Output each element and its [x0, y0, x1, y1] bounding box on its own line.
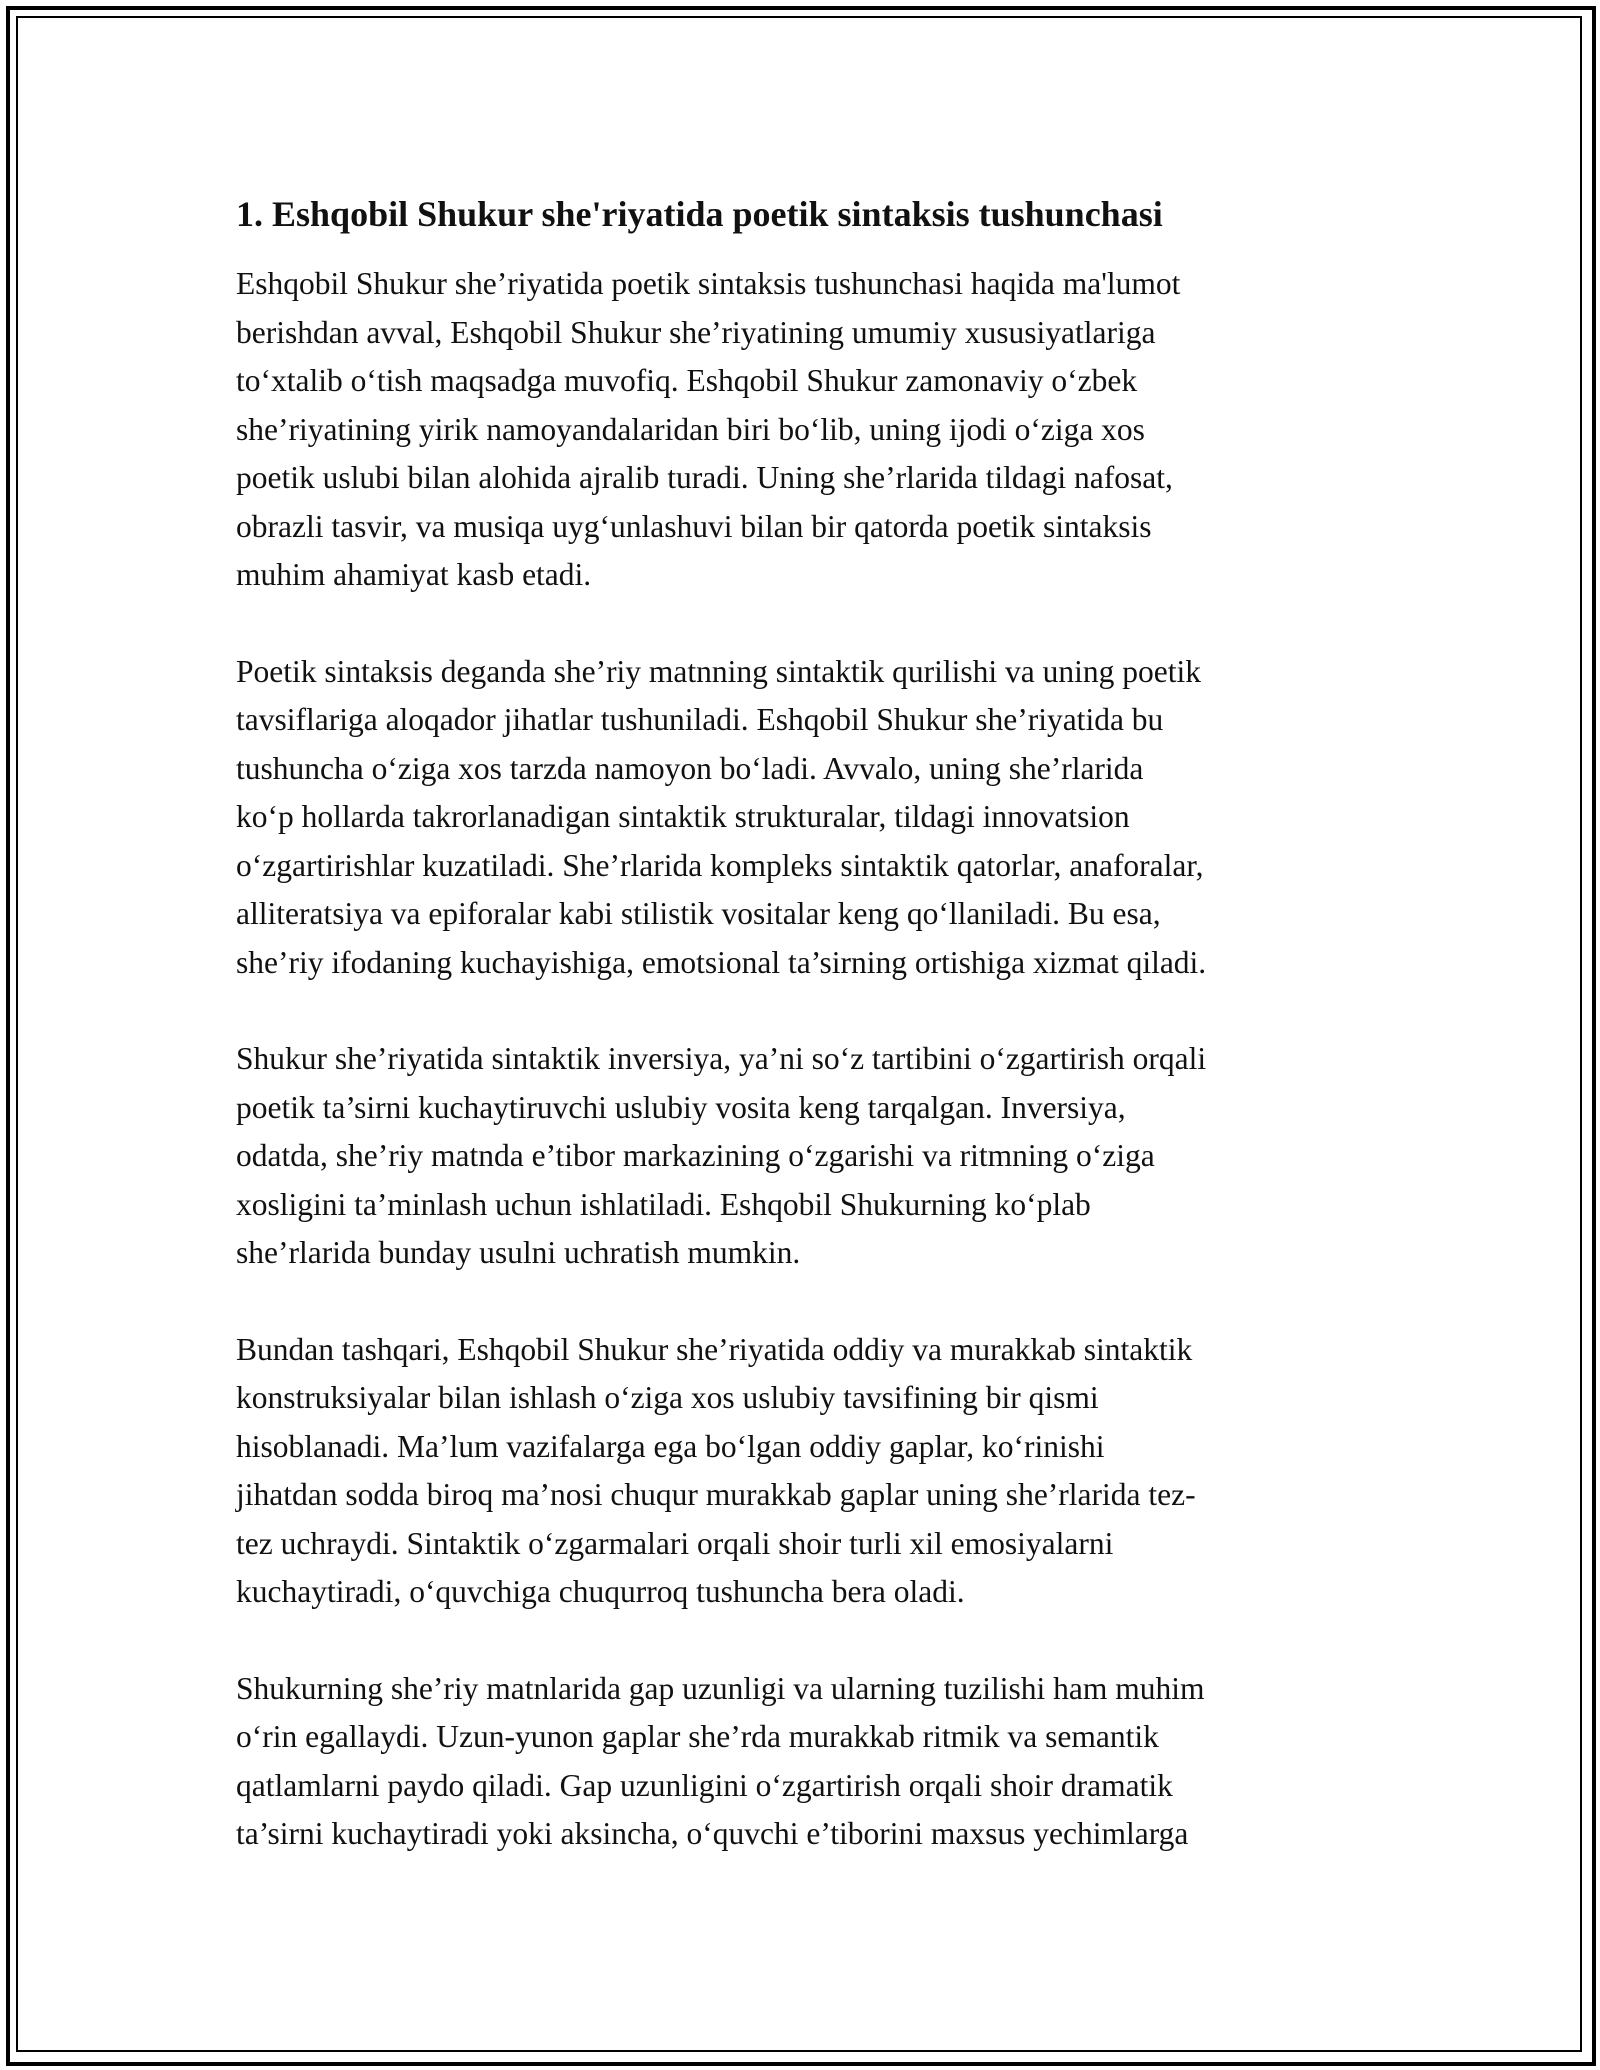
section-heading: 1. Eshqobil Shukur she'riyatida poetik sintaksis tushunchasi	[236, 194, 1163, 234]
document-body	[236, 190, 1376, 1907]
paragraph-line: poetik uslubi bilan alohida ajralib turadi. Uning she’rlarida tildagi nafosat,	[236, 460, 1173, 495]
paragraph-line: kuchaytiradi, o‘quvchiga chuqurroq tushuncha bera oladi.	[236, 1574, 965, 1609]
paragraph-line: Shukur she’riyatida sintaktik inversiya, ya’ni so‘z tartibini o‘zgartirish orqali	[236, 1041, 1207, 1076]
paragraph-line: qatlamlarni paydo qiladi. Gap uzunligini o‘zgartirish orqali shoir dramatik	[236, 1767, 1173, 1803]
paragraph-line: to‘xtalib o‘tish maqsadga muvofiq. Eshqobil Shukur zamonaviy o‘zbek	[236, 363, 1138, 398]
paragraph-line: konstruksiyalar bilan ishlash o‘ziga xos uslubiy tavsifining bir qismi	[236, 1380, 1099, 1415]
paragraph-line: jihatdan sodda biroq ma’nosi chuqur murakkab gaplar uning she’rlarida tez-	[236, 1477, 1196, 1512]
paragraph-3	[236, 1035, 1376, 1278]
paragraph-line: muhim ahamiyat kasb etadi.	[236, 557, 592, 592]
paragraph-line: she’riyatining yirik namoyandalaridan biri bo‘lib, uning ijodi o‘ziga xos	[236, 411, 1145, 447]
paragraph-line: Bundan tashqari, Eshqobil Shukur she’riyatida oddiy va murakkab sintaktik	[236, 1331, 1193, 1367]
paragraph-line: she’riy ifodaning kuchayishiga, emotsional ta’sirning ortishiga xizmat qiladi.	[236, 944, 1207, 980]
paragraph-list	[236, 260, 1376, 1859]
paragraph-line: xosligini ta’minlash uchun ishlatiladi. Eshqobil Shukurning ko‘plab	[236, 1186, 1091, 1222]
paragraph-line: Shukurning she’riy matnlarida gap uzunligi va ularning tuzilishi ham muhim	[236, 1670, 1205, 1706]
paragraph-line: berishdan avval, Eshqobil Shukur she’riyatining umumiy xususiyatlariga	[236, 314, 1156, 350]
paragraph-line: poetik ta’sirni kuchaytiruvchi uslubiy vosita keng tarqalgan. Inversiya,	[236, 1089, 1126, 1125]
paragraph-line: she’rlarida bunday usulni uchratish mumkin.	[236, 1235, 801, 1270]
paragraph-line: obrazli tasvir, va musiqa uyg‘unlashuvi bilan bir qatorda poetik sintaksis	[236, 508, 1152, 544]
paragraph-line: tavsiflariga aloqador jihatlar tushuniladi. Eshqobil Shukur she’riyatida bu	[236, 702, 1164, 737]
paragraph-line: tushuncha o‘ziga xos tarzda namoyon bo‘ladi. Avvalo, uning she’rlarida	[236, 750, 1144, 786]
paragraph-line: ta’sirni kuchaytiradi yoki aksincha, o‘quvchi e’tiborini maxsus yechimlarga	[236, 1816, 1189, 1851]
paragraph-line: hisoblanadi. Ma’lum vazifalarga ega bo‘lgan oddiy gaplar, ko‘rinishi	[236, 1428, 1105, 1464]
paragraph-line: odatda, she’riy matnda e’tibor markazining o‘zgarishi va ritmning o‘ziga	[236, 1138, 1155, 1173]
paragraph-line: Poetik sintaksis deganda she’riy matnning sintaktik qurilishi va uning poetik	[236, 653, 1202, 689]
paragraph-line: alliteratsiya va epiforalar kabi stilistik vositalar keng qo‘llaniladi. Bu esa,	[236, 896, 1161, 931]
paragraph-line: tez uchraydi. Sintaktik o‘zgarmalari orqali shoir turli xil emosiyalarni	[236, 1525, 1114, 1561]
paragraph-line: Eshqobil Shukur she’riyatida poetik sintaksis tushunchasi haqida ma'lumot	[236, 266, 1181, 301]
paragraph-2	[236, 648, 1376, 988]
paragraph-line: ko‘p hollarda takrorlanadigan sintaktik strukturalar, tildagi innovatsion	[236, 799, 1130, 834]
paragraph-line: o‘rin egallaydi. Uzun-yunon gaplar she’rda murakkab ritmik va semantik	[236, 1719, 1159, 1754]
paragraph-5	[236, 1665, 1376, 1859]
paragraph-4	[236, 1326, 1376, 1617]
paragraph-line: o‘zgartirishlar kuzatiladi. She’rlarida kompleks sintaktik qatorlar, anaforalar,	[236, 847, 1204, 883]
paragraph-1	[236, 260, 1376, 600]
